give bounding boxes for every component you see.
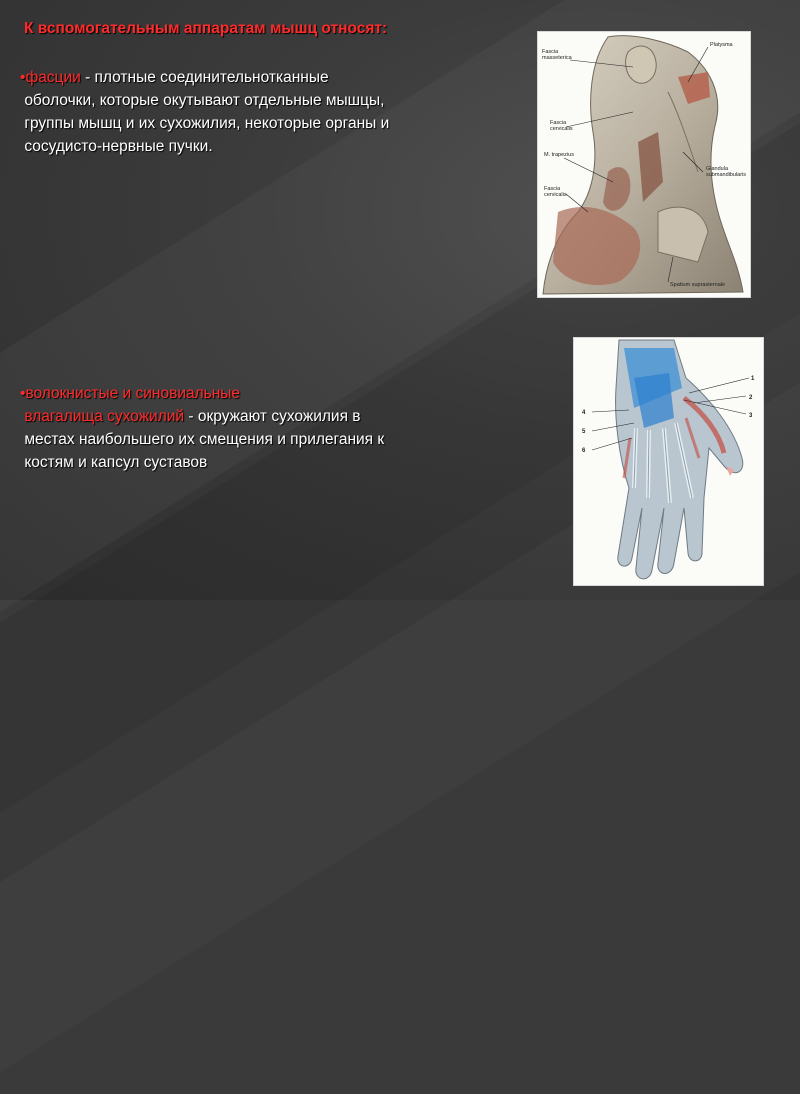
label-4: 4 xyxy=(582,410,586,416)
term-sheaths: влагалища сухожилий xyxy=(24,408,185,425)
hand-drawing xyxy=(574,338,763,585)
slide-title: К вспомогательным аппаратам мышц относят: xyxy=(24,20,388,37)
label-spatium: Spatium suprasternale xyxy=(670,282,726,288)
term-sheaths: волокнистые и синовиальные xyxy=(25,385,241,402)
bullet-text: группы мышц и их сухожилия, некоторые органы и xyxy=(24,115,390,132)
label-glandula: Glandula submandibularis xyxy=(706,166,747,178)
neck-fascia-illustration xyxy=(537,31,751,298)
hand-tendon-illustration xyxy=(573,337,764,586)
label-3: 3 xyxy=(749,413,753,419)
neck-drawing xyxy=(538,32,750,297)
bullet-text: - окружают сухожилия в xyxy=(184,408,361,425)
label-fascia-cervicalis-2: Fascia cervicalis xyxy=(544,186,567,198)
label-5: 5 xyxy=(582,429,586,435)
bullet-marker: • xyxy=(20,385,26,402)
term-fascia: фасции xyxy=(25,69,81,86)
label-m-trapezius: M. trapezius xyxy=(544,152,574,158)
bullet-text: оболочки, которые окутывают отдельные мышцы, xyxy=(24,92,385,109)
label-1: 1 xyxy=(751,376,755,382)
bullet-fascia xyxy=(20,66,510,158)
bullet-text: сосудисто-нервные пучки. xyxy=(24,138,213,155)
bullet-text: костям и капсул суставов xyxy=(24,454,208,471)
bullet-text: - плотные соединительнотканные xyxy=(80,69,329,86)
label-fascia-cervicalis: Fascia cervicalis xyxy=(550,120,573,132)
label-6: 6 xyxy=(582,448,586,454)
label-fascia-masseterica: Fascia masseterica xyxy=(542,49,572,61)
label-platysma: Platysma xyxy=(710,42,733,48)
bullet-tendon-sheaths xyxy=(20,382,510,474)
bullet-text: местах наибольшего их смещения и прилегания к xyxy=(24,431,385,448)
bullet-marker: • xyxy=(20,69,26,86)
label-2: 2 xyxy=(749,395,753,401)
